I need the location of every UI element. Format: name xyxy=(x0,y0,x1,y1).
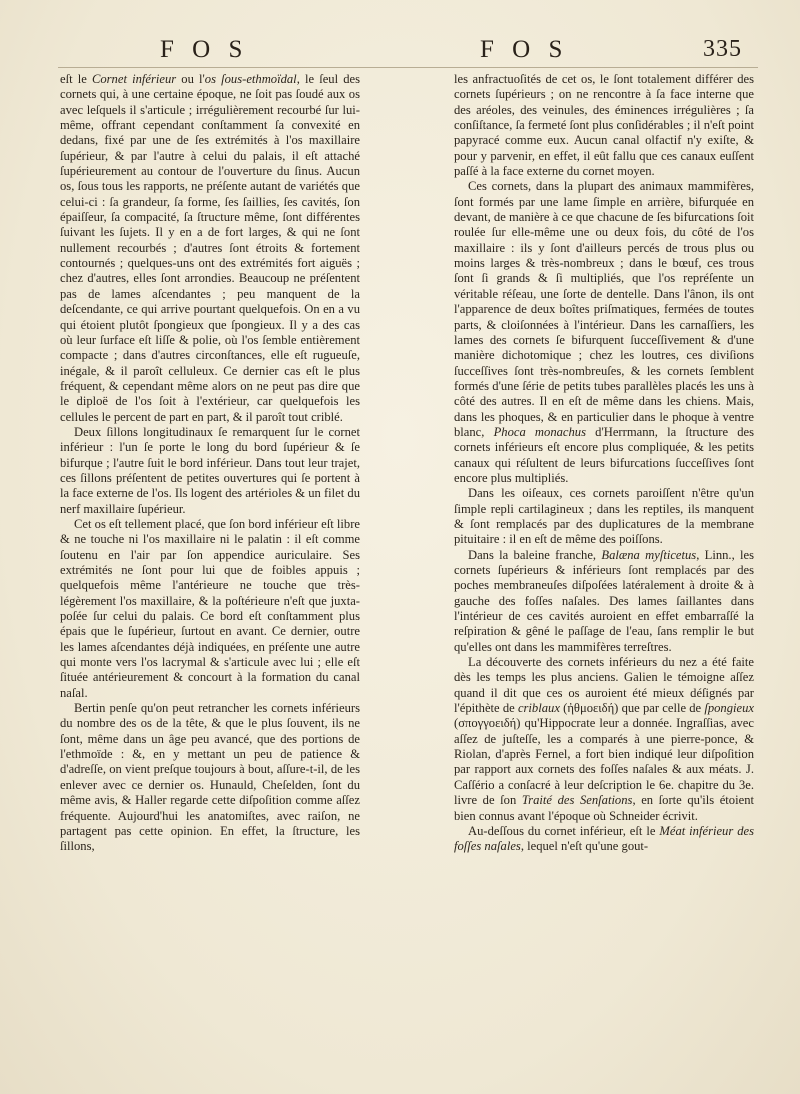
paragraph xyxy=(454,548,754,655)
paragraph-text: d'Herrmann, la ſtructure des cornets inférieurs eſt encore plus compliquée, & les petits canaux qui réſultent de leurs bifurcations ſucceſſives ſont encore plus multipliés. xyxy=(454,424,754,485)
paragraph-text: Dans les oiſeaux, ces cornets paroiſſent n'être qu'un ſimple repli cartilagineux ; dans les reptiles, ils manquent & ſont remplacés par des duplicatures de la membrane pituitaire : il en eſt de même des poiſſons. xyxy=(454,486,754,547)
left-column xyxy=(60,72,360,1082)
paragraph-text: , en ſorte qu'ils étoient bien connus avant l'époque où Schneider écrivit. xyxy=(454,793,754,823)
paragraph-text: , lequel n'eſt qu'une gout- xyxy=(520,839,649,854)
paragraph-text: eſt le xyxy=(60,72,92,86)
paragraph-text: les anfractuoſités de cet os, le ſont totalement différer des cornets ſupérieurs ; on ne rencontre à ſa face interne que des aréoles, des veinules, des éminences irrégulières ; ſa conſiſtance, ſa fermeté ſont plus conſidérables ; il n'eſt point papyracé comme eux. Aucun canal olfactif n'y exiſte, & pour y parvenir, en effet, il eût fallu que ces canaux euſſent paſſé à la face externe du cornet moyen. xyxy=(454,72,754,179)
italic-term: Traité des Senſations xyxy=(521,793,633,808)
paragraph xyxy=(454,486,754,547)
italic-term: criblaux xyxy=(517,701,560,716)
paragraph-text: , le ſeul des cornets qui, à une certaine époque, ne ſoit pas ſoudé aux os avec leſquels il s'articule ; irrégulièrement recourbé ſur lui-même, offrant cependant conſtamment ſa convexité en dedans, fixé par une de ſes extrémités à l'os maxillaire ſupérieur, & par l'autre à celui du palais, il eſt attaché ſupérieurement au contour de l'ouverture du ſinus. Aucun os, ſous tous les rapports, ne préſente autant de variétés que celui-ci : ſa grandeur, ſa forme, ſes ſaillies, ſes cavités, ſon épaiſſeur, ſa compacité, ſa ſtructure même, ſont différentes ſuivant les ſujets. Il y en a de fort larges, & qui ne ſont nullement recourbés ; d'autres ſont étroits & fortement contournés ; quelques-uns ont des extrémités fort aiguës ; chez d'autres, elles ſont arrondies. Beaucoup ne préſentent pas de lames aſcendantes ; peu manquent de la deſcendante, ce qui arrive pourtant quelquefois. On en a vu qui étoient plutôt ſpongieux que ſpongieux. Il y a des cas où leur ſurface eſt liſſe & polie, où l'os ſemble entièrement compacte ; dans d'autres circonſtances, elle eſt rugueuſe, inégale, & il paroît celluleux. Ce dernier cas eſt le plus fréquent, & cependant même alors on ne peut pas dire que le diploë de l'os ſoit à l'extérieur, car quelquefois les cellules le percent de part en part, & il paroît tout criblé. xyxy=(60,72,360,424)
paragraph xyxy=(60,701,360,854)
paragraph-text: (ἠθμοειδή) que par celle de xyxy=(559,701,705,716)
paragraph xyxy=(454,72,754,179)
header-rule xyxy=(58,67,758,68)
right-column xyxy=(454,72,754,1082)
paragraph-text: , Linn., les cornets ſupérieurs & inférieurs ſont remplacés par des poches membraneuſes diſpoſées latéralement à droite & à gauche des foſſes naſales. Des lames ſaillantes dans l'intérieur de ces cavités auroient en effet embarraſſé la reſpiration & gêné le paſſage de l'eau, ſans remplir le but qu'elles ont dans les mammifères terreſtres. xyxy=(454,547,754,654)
page-number: 335 xyxy=(703,36,742,62)
paragraph-text: ou l' xyxy=(176,72,205,86)
running-head-left: F O S xyxy=(160,36,249,63)
paragraph-text: Deux ſillons longitudinaux ſe remarquent ſur le cornet inférieur : l'un ſe porte le long du bord ſupérieur & ſe bifurque ; l'autre ſuit le bord inférieur. Dans tout leur trajet, ces ſillons préſentent de petites ouvertures qui ſe portent à la face externe de l'os. Ils logent des artérioles & un filet du nerf maxillaire ſupérieur. xyxy=(60,424,360,516)
paragraph-text: Bertin penſe qu'on peut retrancher les cornets inférieurs du nombre des os de la tête, & que le plus ſouvent, ils ne ſont, même dans un âge peu avancé, que des portions de l'ethmoïde : &, en y mettant un peu de patience & d'adreſſe, on vient preſque toujours à bout, aſſure-t-il, de les enlever avec ce dernier os. Hunauld, Cheſelden, ſont du même avis, & Haller regarde cette diſpoſition comme aſſez fréquente. Aujourd'hui les anatomiſtes, avec raiſon, ne partagent pas cette opinion. En effet, la ſtructure, les ſillons, xyxy=(60,701,360,854)
italic-term: Méat inférieur des foſſes naſales xyxy=(454,823,754,854)
italic-term: Balæna myſticetus xyxy=(601,547,697,562)
running-head-right: F O S xyxy=(480,36,569,63)
paragraph-text: Au-deſſous du cornet inférieur, eſt le xyxy=(468,823,660,838)
paragraph xyxy=(454,824,754,855)
paragraph xyxy=(454,179,754,486)
running-head xyxy=(0,36,800,66)
paragraph-text: La découverte des cornets inférieurs du nez a été faite dès les temps les plus anciens. Galien le témoigne aſſez quand il dit que ces os auroient été mieux déſignés par l'épithète de xyxy=(454,655,754,716)
italic-term: ſpongieux xyxy=(704,701,754,716)
italic-term: Cornet inférieur xyxy=(91,72,177,86)
italic-term: Phoca monachus xyxy=(493,424,587,439)
paragraph xyxy=(60,425,360,517)
italic-term: os ſous-ethmoïdal xyxy=(204,72,297,86)
paragraph xyxy=(60,72,360,425)
paragraph-text: (σπογγοειδή) qu'Hippocrate leur a donnée. Ingraſſias, avec aſſez de juſteſſe, les a comparés à une pierre-ponce, & Riolan, d'après Fernel, a fort bien indiqué leur diſpoſition par rapport aux cornets des foſſes naſales & aux méats. J. Caſſério a conſacré à leur deſcription le 6e. chapitre du 3e. livre de ſon xyxy=(454,716,754,808)
paragraph xyxy=(454,655,754,824)
paragraph-text: Dans la baleine franche, xyxy=(468,547,602,562)
paragraph-text: Ces cornets, dans la plupart des animaux mammifères, ſont formés par une lame ſimple en arrière, bifurquée en devant, de manière à ce que chacune de ſes bifurcations ſoit roulée ſur elle-même une ou deux fois, du côté de l'os maxillaire : ils y ſont d'ailleurs percés de trous plus ou moins larges & très-nombreux ; dans le bœuf, ces trous ſont ſi grands & ſi multipliés, que l'os repréſente un véritable réſeau, une ſorte de dentelle. Dans l'ânon, ils ont l'apparence de deux boîtes priſmatiques, fermées de toutes parts, & cloiſonnées à l'intérieur. Dans les carnaſſiers, les lames des cornets ſe bifurquent ſucceſſivement & d'une manière dichotomique ; chez les loutres, ces diviſions ſucceſſives ſont très-nombreuſes, & les cornets ſemblent formés d'une ſérie de petits tubes parallèles placés les uns à côté des autres. Il en eſt de même dans les chiens. Mais, dans les phoques, & en particulier dans le phoque à ventre blanc, xyxy=(454,179,754,439)
paragraph-text: Cet os eſt tellement placé, que ſon bord inférieur eſt libre & ne touche ni l'os maxillaire ni le palatin : il eſt comme ſoutenu en l'air par ſon appendice auriculaire. Ses extrémités ne ſont pour lui que de foibles appuis ; quelquefois même l'antérieure ne touche que très-légèrement l'os maxillaire, & la poſtérieure n'eſt que juxta-poſée ſur celui du palais. Ce bord eſt conſtamment plus épais que le ſupérieur, ſurtout en avant. Ce dernier, outre les lames aſcendantes déjà indiquées, en préſente une autre qui monte vers l'os lacrymal & s'articule avec lui ; elle eſt ſituée antérieurement & concourt à la formation du canal naſal. xyxy=(60,516,360,700)
paragraph xyxy=(60,517,360,701)
